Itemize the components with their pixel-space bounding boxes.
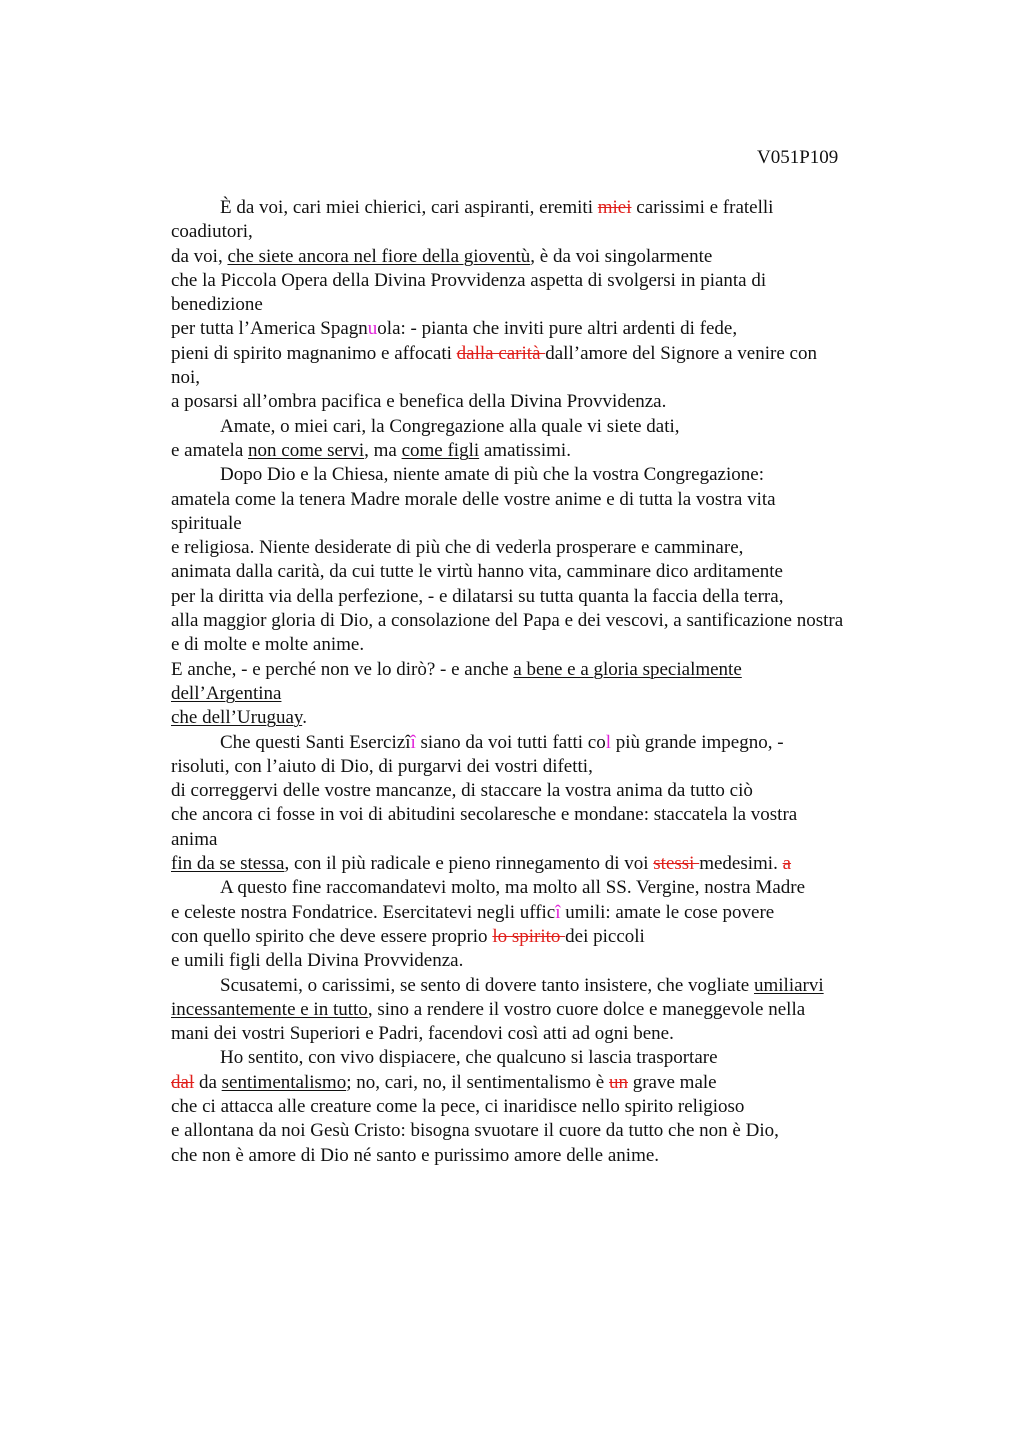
underlined-text: non come servi xyxy=(248,439,365,461)
text-run: che non è amore di Dio né santo e purissimo amore delle anime. xyxy=(171,1144,660,1166)
text-line xyxy=(171,293,911,317)
text-run: siano da voi tutti fatti co xyxy=(415,731,606,753)
text-run: mani dei vostri Superiori e Padri, facendovi così atti ad ogni bene. xyxy=(171,1023,674,1045)
text-line xyxy=(171,901,911,925)
text-run: , sino a rendere il vostro cuore dolce e maneggevole nella xyxy=(367,998,806,1020)
text-run: alla maggior gloria di Dio, a consolazione del Papa e dei vescovi, a santificazione nostra xyxy=(171,610,844,632)
letter-body xyxy=(171,196,911,1168)
text-line xyxy=(171,925,911,949)
text-run: È da voi, cari miei chierici, cari aspiranti, eremiti xyxy=(220,197,598,218)
text-line xyxy=(171,974,911,998)
text-run: coadiutori, xyxy=(171,221,253,243)
underlined-text: come figli xyxy=(401,439,480,461)
text-line xyxy=(171,415,911,439)
text-run: e celeste nostra Fondatrice. Esercitatevi negli uffic xyxy=(171,901,556,923)
text-run: benedizione xyxy=(171,294,263,316)
text-run: ; no, cari, no, il sentimentalismo è xyxy=(346,1071,609,1093)
text-line xyxy=(171,245,911,269)
text-line xyxy=(171,512,911,536)
text-run: a posarsi all’ombra pacifica e benefica della Divina Provvidenza. xyxy=(171,391,667,413)
text-line xyxy=(171,1022,911,1046)
text-run: amatissimi. xyxy=(479,439,571,461)
text-line xyxy=(171,706,911,730)
underlined-text: a bene e a gloria specialmente xyxy=(513,658,742,680)
text-line xyxy=(171,949,911,973)
inserted-letter: î xyxy=(410,731,416,753)
underlined-text: sentimentalismo xyxy=(221,1071,347,1093)
text-line xyxy=(171,852,911,876)
text-line xyxy=(171,998,911,1022)
text-run: per la diritta via della perfezione, - e dilatarsi su tutta quanta la faccia della terra, xyxy=(171,585,784,607)
text-run: . xyxy=(302,707,307,729)
underlined-text: fin da se stessa xyxy=(171,853,285,875)
text-run: Che questi Santi Esercizî xyxy=(220,731,411,753)
text-run: Scusatemi, o carissimi, se sento di dovere tanto insistere, che vogliate xyxy=(220,974,754,996)
text-line xyxy=(171,439,911,463)
text-line xyxy=(171,342,911,366)
text-run: spirituale xyxy=(171,512,242,534)
text-run: per tutta l’America Spagn xyxy=(171,318,368,340)
text-run: Dopo Dio e la Chiesa, niente amate di più che la vostra Congregazione: xyxy=(220,464,764,486)
deleted-text: miei xyxy=(597,197,632,218)
text-run: Ho sentito, con vivo dispiacere, che qualcuno si lascia trasportare xyxy=(220,1047,718,1069)
text-run: , ma xyxy=(364,439,402,461)
text-line xyxy=(171,536,911,560)
text-line xyxy=(171,828,911,852)
text-run: noi, xyxy=(171,367,201,389)
text-run: e umili figli della Divina Provvidenza. xyxy=(171,950,464,972)
text-run: e religiosa. Niente desiderate di più che di vederla prosperare e camminare, xyxy=(171,537,744,559)
text-line xyxy=(171,609,911,633)
text-line xyxy=(171,1095,911,1119)
text-line xyxy=(171,390,911,414)
deleted-text: lo spirito xyxy=(492,925,566,947)
text-line xyxy=(171,633,911,657)
text-run: animata dalla carità, da cui tutte le virtù hanno vita, camminare dico arditamente xyxy=(171,561,783,583)
text-line xyxy=(171,560,911,584)
text-run: grave male xyxy=(627,1071,717,1093)
text-run: che la Piccola Opera della Divina Provvidenza aspetta di svolgersi in pianta di xyxy=(171,269,767,291)
text-run: ola: - pianta che inviti pure altri ardenti di fede, xyxy=(377,318,738,340)
text-line xyxy=(171,1144,911,1168)
text-run: con quello spirito che deve essere proprio xyxy=(171,925,493,947)
text-run: A questo fine raccomandatevi molto, ma molto all SS. Vergine, nostra Madre xyxy=(220,877,806,899)
text-line xyxy=(171,1071,911,1095)
text-run: Amate, o miei cari, la Congregazione alla quale vi siete dati, xyxy=(220,415,680,437)
inserted-letter: l xyxy=(605,731,612,753)
text-line xyxy=(171,366,911,390)
deleted-text: dal xyxy=(171,1071,195,1093)
text-run: da voi, xyxy=(171,245,228,267)
underlined-text: che dell’Uruguay xyxy=(171,707,303,729)
text-line xyxy=(171,220,911,244)
underlined-text: incessantemente e in tutto xyxy=(171,998,368,1020)
text-run: risoluti, con l’aiuto di Dio, di purgarvi dei vostri difetti, xyxy=(171,755,593,777)
text-run: E anche, - e perché non ve lo dirò? - e anche xyxy=(171,658,514,680)
inserted-letter: î xyxy=(555,901,561,923)
text-line xyxy=(171,196,911,220)
underlined-text: dell’Argentina xyxy=(171,682,282,704)
text-run: e di molte e molte anime. xyxy=(171,634,365,656)
text-run: amatela come la tenera Madre morale delle vostre anime e di tutta la vostra vita xyxy=(171,488,776,510)
text-run: anima xyxy=(171,828,218,850)
text-line xyxy=(171,488,911,512)
text-line xyxy=(171,658,911,682)
text-run: medesimi. xyxy=(699,853,783,875)
text-run: carissimi e fratelli xyxy=(631,197,774,218)
text-run: da xyxy=(194,1071,222,1093)
text-run: umili: amate le cose povere xyxy=(560,901,775,923)
underlined-text: umiliarvi xyxy=(753,974,824,996)
text-line xyxy=(171,585,911,609)
text-run: dall’amore del Signore a venire con xyxy=(545,342,817,364)
deleted-text: stessi xyxy=(653,853,700,875)
text-run: che ancora ci fosse in voi di abitudini secolaresche e mondane: staccatela la vostra xyxy=(171,804,798,826)
text-line xyxy=(171,876,911,900)
text-run: più grande impegno, - xyxy=(611,731,784,753)
text-line xyxy=(171,317,911,341)
deleted-text: a xyxy=(782,853,792,875)
text-line xyxy=(171,463,911,487)
text-line xyxy=(171,269,911,293)
underlined-text: che siete ancora nel fiore della gioventù xyxy=(227,245,531,267)
text-run: , è da voi singolarmente xyxy=(530,245,713,267)
deleted-text: un xyxy=(608,1071,628,1093)
text-run: pieni di spirito magnanimo e affocati xyxy=(171,342,457,364)
text-line xyxy=(171,779,911,803)
text-run: che ci attacca alle creature come la pece, ci inaridisce nello spirito religioso xyxy=(171,1095,745,1117)
text-line xyxy=(171,755,911,779)
text-line xyxy=(171,1119,911,1143)
deleted-text: dalla carità xyxy=(456,342,546,364)
text-run: , con il più radicale e pieno rinnegamento di voi xyxy=(284,853,654,875)
text-run: di correggervi delle vostre mancanze, di staccare la vostra anima da tutto ciò xyxy=(171,780,753,802)
text-line xyxy=(171,682,911,706)
text-line xyxy=(171,803,911,827)
text-run: e allontana da noi Gesù Cristo: bisogna svuotare il cuore da tutto che non è Dio, xyxy=(171,1120,779,1142)
text-line xyxy=(171,731,911,755)
inserted-letter: u xyxy=(367,318,378,340)
text-run: e amatela xyxy=(171,439,249,461)
page-identifier: V051P109 xyxy=(757,147,839,168)
text-run: dei piccoli xyxy=(565,925,645,947)
text-line xyxy=(171,1046,911,1070)
